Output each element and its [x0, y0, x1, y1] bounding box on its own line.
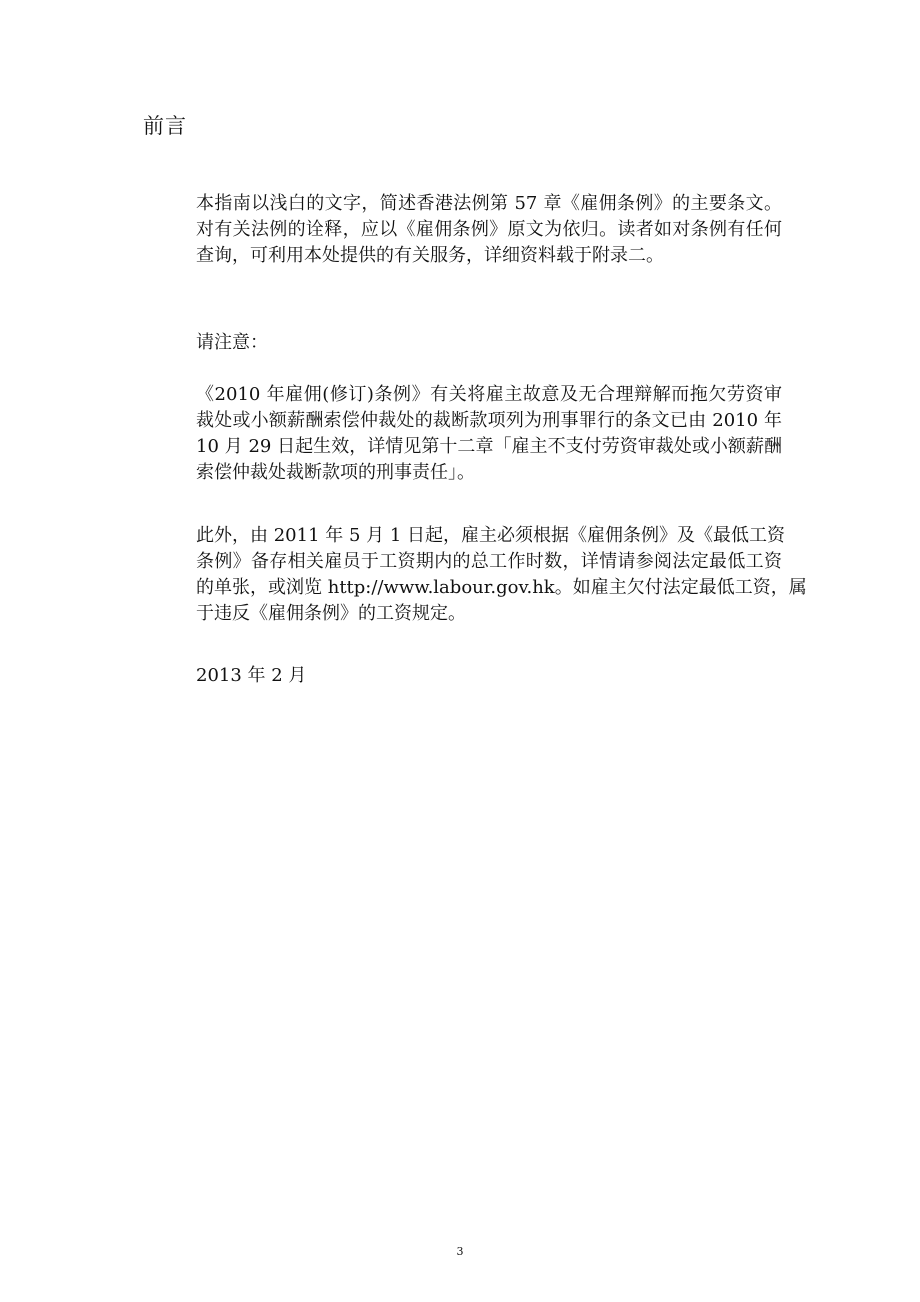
minimum-wage-line: 于违反《雇佣条例》的工资规定。	[196, 603, 466, 624]
intro-line: 对有关法例的诠释，应以《雇佣条例》原文为依归。读者如对条例有任何	[196, 219, 782, 240]
notice-line: 10 月 29 日起生效，详情见第十二章「雇主不支付劳资审裁处或小额薪酬	[196, 436, 782, 457]
minimum-wage-line: 此外，由 2011 年 5 月 1 日起，雇主必须根据《雇佣条例》及《最低工资	[196, 525, 786, 546]
minimum-wage-paragraph	[196, 523, 807, 627]
publication-date: 2013 年 2 月	[196, 665, 307, 686]
notice-label: 请注意：	[196, 332, 268, 353]
page-title: 前言	[143, 114, 187, 138]
minimum-wage-line: 的单张，或浏览 http://www.labour.gov.hk。如雇主欠付法定最低工资，属	[196, 577, 807, 598]
intro-line: 查询，可利用本处提供的有关服务，详细资料载于附录二。	[196, 245, 664, 266]
notice-paragraph	[196, 382, 782, 486]
page-number: 3	[456, 1245, 464, 1258]
notice-line: 裁处或小额薪酬索偿仲裁处的裁断款项列为刑事罪行的条文已由 2010 年	[196, 410, 782, 431]
intro-line: 本指南以浅白的文字，简述香港法例第 57 章《雇佣条例》的主要条文。	[196, 193, 782, 214]
minimum-wage-line: 条例》备存相关雇员于工资期内的总工作时数，详情请参阅法定最低工资	[196, 551, 782, 572]
notice-line: 《2010 年雇佣(修订)条例》有关将雇主故意及无合理辩解而拖欠劳资审	[196, 384, 782, 405]
notice-line: 索偿仲裁处裁断款项的刑事责任」。	[196, 462, 475, 483]
intro-paragraph	[196, 191, 782, 269]
